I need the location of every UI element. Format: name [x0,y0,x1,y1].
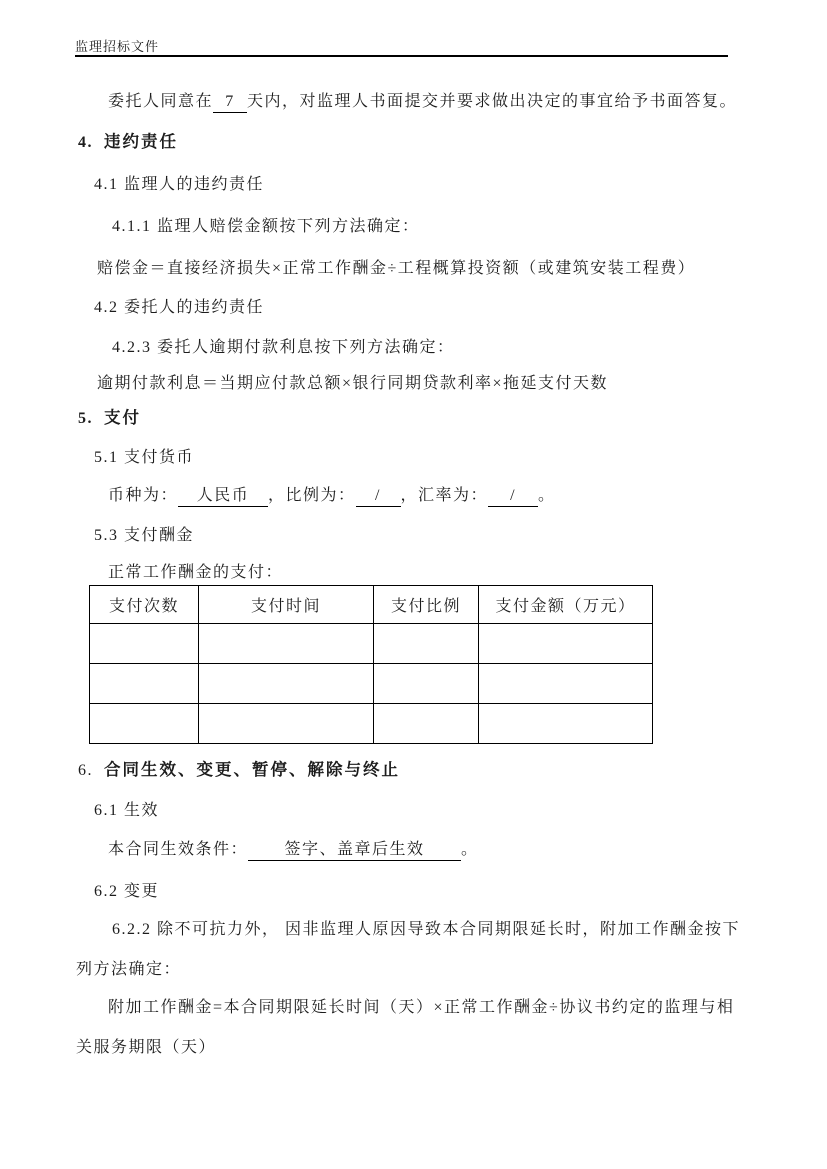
effective-end: 。 [461,841,479,858]
clause-6-1: 6.1 生效 [94,802,160,819]
clause-5-3: 5.3 支付酬金 [94,527,195,544]
clause-4-2-3: 4.2.3 委托人逾期付款利息按下列方法确定： [112,339,455,356]
payment-table-caption: 正常工作酬金的支付： [108,564,284,581]
table-header-cell-ratio: 支付比例 [374,586,479,624]
table-header-cell-times: 支付次数 [90,586,199,624]
clause-4-1-1: 4.1.1 监理人赔偿金额按下列方法确定： [112,218,420,235]
payment-schedule-table [89,585,653,744]
table-cell [90,664,199,704]
section-6-title: 合同生效、变更、暂停、解除与终止 [104,760,400,779]
table-row [90,704,653,744]
currency-blank: 人民币 [178,485,268,507]
table-row [90,664,653,704]
currency-end: 。 [538,487,556,504]
rate-blank: / [488,485,538,507]
section-4-title: 违约责任 [104,132,178,151]
table-cell [374,624,479,664]
section-6-heading [78,759,400,782]
currency-line [108,485,556,507]
clause-5-1: 5.1 支付货币 [94,449,195,466]
table-cell [479,624,653,664]
table-cell [90,704,199,744]
clause-6-2: 6.2 变更 [94,883,160,900]
table-row [90,624,653,664]
table-cell [199,624,374,664]
table-cell [199,664,374,704]
section-5-heading [78,407,141,430]
table-cell [90,624,199,664]
currency-label-3: ，汇率为： [400,487,489,504]
effective-condition-line [108,839,479,861]
section-4-number: 4. [78,134,93,151]
clause-4-1: 4.1 监理人的违约责任 [94,176,265,193]
table-cell [479,704,653,744]
table-header-cell-time: 支付时间 [199,586,374,624]
intro-paragraph [108,91,737,113]
table-header-cell-amount: 支付金额（万元） [479,586,653,624]
table-cell [199,704,374,744]
section-5-number: 5. [78,410,93,427]
formula-additional-line-1: 附加工作酬金=本合同期限延长时间（天）×正常工作酬金÷协议书约定的监理与相 [108,999,735,1016]
section-6-number: 6. [78,762,93,779]
formula-compensation: 赔偿金＝直接经济损失×正常工作酬金÷工程概算投资额（或建筑安装工程费） [97,260,696,277]
section-4-heading [78,131,178,154]
clause-6-2-2-line-1: 6.2.2 除不可抗力外， 因非监理人原因导致本合同期限延长时，附加工作酬金按下 [112,921,741,938]
clause-4-2: 4.2 委托人的违约责任 [94,299,265,316]
currency-label-2: ，比例为： [268,487,356,504]
effective-label: 本合同生效条件： [108,841,249,858]
formula-interest: 逾期付款利息＝当期应付款总额×银行同期贷款利率×拖延支付天数 [97,375,609,392]
section-5-title: 支付 [104,408,141,427]
intro-post: 天内，对监理人书面提交并要求做出决定的事宜给予书面答复。 [247,93,738,110]
currency-label-1: 币种为： [108,487,179,504]
formula-additional-line-2: 关服务期限（天） [76,1039,217,1056]
intro-pre: 委托人同意在 [108,93,214,110]
table-cell [374,704,479,744]
ratio-blank: / [356,485,401,507]
table-header-row [90,586,653,624]
effective-blank: 签字、盖章后生效 [248,839,461,861]
page-header-rule [75,55,728,57]
table-cell [374,664,479,704]
table-cell [479,664,653,704]
clause-6-2-2-line-2: 列方法确定： [76,961,182,978]
days-blank: 7 [213,91,247,113]
page-header-title: 监理招标文件 [75,39,160,54]
